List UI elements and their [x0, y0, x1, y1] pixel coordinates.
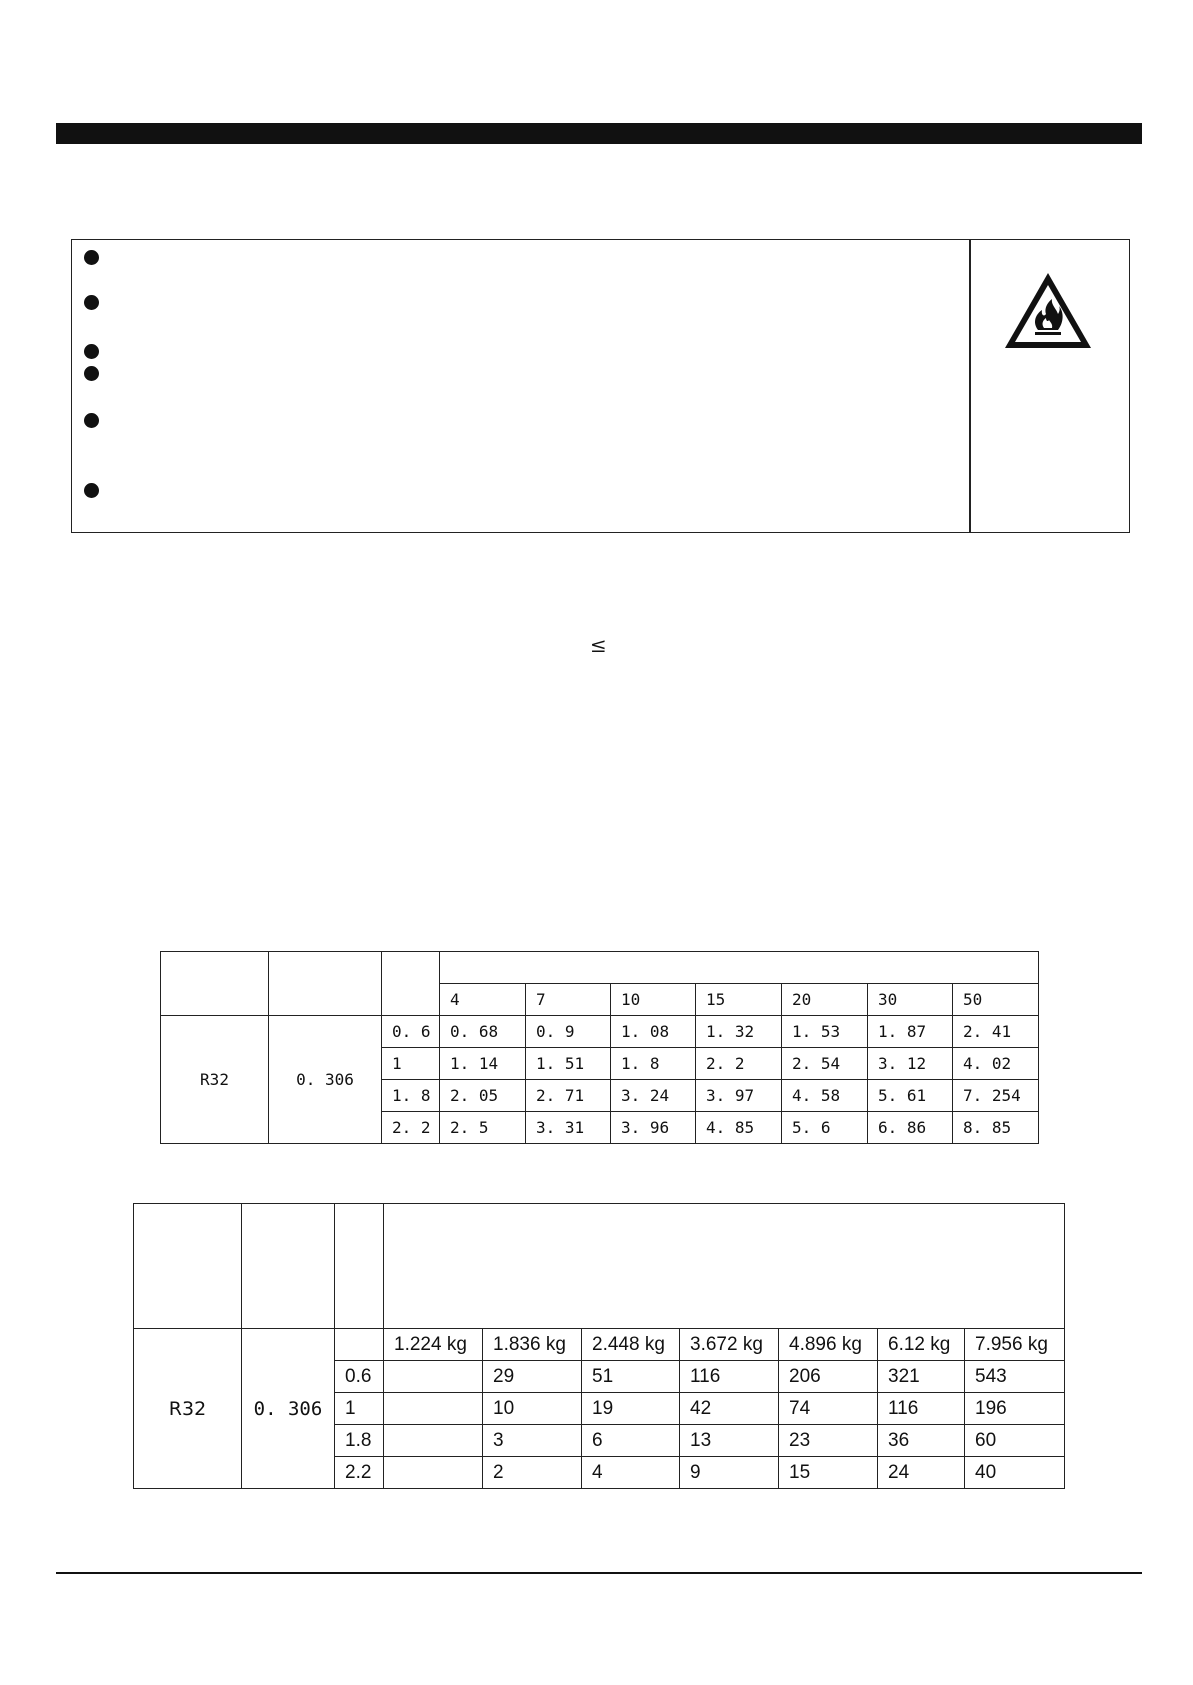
bullet-dot	[84, 483, 99, 498]
section-header-bar	[56, 123, 1142, 144]
table-cell: 5. 61	[868, 1080, 953, 1112]
table-cell: 74	[779, 1393, 878, 1425]
table-header-cell: 3.672 kg	[680, 1329, 779, 1361]
table-cell	[384, 1361, 483, 1393]
table-cell: 3. 24	[611, 1080, 696, 1112]
table-cell: 4. 02	[953, 1048, 1039, 1080]
table-cell: 1. 14	[440, 1048, 526, 1080]
table-cell: 0. 68	[440, 1016, 526, 1048]
row-header-cell: 2. 2	[382, 1112, 440, 1144]
table-cell: 29	[483, 1361, 582, 1393]
table-cell: 116	[878, 1393, 965, 1425]
row-header-cell: 2.2	[335, 1457, 384, 1489]
table-header-cell: 1.224 kg	[384, 1329, 483, 1361]
table-cell: 2. 71	[526, 1080, 611, 1112]
table-cell: 7. 254	[953, 1080, 1039, 1112]
bullet-dot	[84, 366, 99, 381]
table-cell: 4	[582, 1457, 680, 1489]
table-header-cell: 4	[440, 984, 526, 1016]
table-cell: 321	[878, 1361, 965, 1393]
table-cell: 0. 9	[526, 1016, 611, 1048]
row-header-cell: 0. 6	[382, 1016, 440, 1048]
table-header-cell	[161, 952, 269, 1016]
refrigerant-cell: R32	[161, 1016, 269, 1144]
row-header-cell: 1	[382, 1048, 440, 1080]
table-header-cell	[134, 1204, 242, 1329]
table-cell: 6. 86	[868, 1112, 953, 1144]
table-header-cell: 2.448 kg	[582, 1329, 680, 1361]
table-cell: 1. 32	[696, 1016, 782, 1048]
table-cell: 3. 31	[526, 1112, 611, 1144]
warning-box-divider	[969, 240, 971, 532]
table-cell: 6	[582, 1425, 680, 1457]
footer-rule	[56, 1572, 1142, 1574]
table-cell: 4. 85	[696, 1112, 782, 1144]
table-cell: 543	[965, 1361, 1065, 1393]
row-header-cell: 1	[335, 1393, 384, 1425]
bullet-dot	[84, 344, 99, 359]
table-cell: 3. 97	[696, 1080, 782, 1112]
table-cell	[384, 1425, 483, 1457]
table-cell: 3. 96	[611, 1112, 696, 1144]
warning-box	[71, 239, 1130, 533]
table-cell: 60	[965, 1425, 1065, 1457]
table-cell: 1. 87	[868, 1016, 953, 1048]
table-cell: 8. 85	[953, 1112, 1039, 1144]
table-cell: 4. 58	[782, 1080, 868, 1112]
table-cell: 1. 51	[526, 1048, 611, 1080]
table-header-cell: 30	[868, 984, 953, 1016]
bullet-dot	[84, 250, 99, 265]
table-cell: 2. 54	[782, 1048, 868, 1080]
table-cell: 9	[680, 1457, 779, 1489]
table-header-cell	[335, 1204, 384, 1329]
row-header-cell: 0.6	[335, 1361, 384, 1393]
table-row	[161, 1016, 1039, 1048]
table-cell: 36	[878, 1425, 965, 1457]
table-cell: 2. 5	[440, 1112, 526, 1144]
lfl-cell: 0. 306	[242, 1329, 335, 1489]
table-cell	[384, 1457, 483, 1489]
table-cell	[384, 1393, 483, 1425]
table-cell: 1. 08	[611, 1016, 696, 1048]
table-cell: 5. 6	[782, 1112, 868, 1144]
flammable-warning-icon	[1002, 270, 1094, 352]
table-cell: 116	[680, 1361, 779, 1393]
table-header-cell: 4.896 kg	[779, 1329, 878, 1361]
table-header-cell	[440, 952, 1039, 984]
room-area-table	[160, 951, 1039, 1144]
table-cell: 24	[878, 1457, 965, 1489]
table-cell: 2	[483, 1457, 582, 1489]
table-header-cell: 7	[526, 984, 611, 1016]
bullet-dot	[84, 295, 99, 310]
table-header-cell	[269, 952, 382, 1016]
table-header-cell: 15	[696, 984, 782, 1016]
table-cell: 1. 53	[782, 1016, 868, 1048]
lfl-cell: 0. 306	[269, 1016, 382, 1144]
row-header-cell: 1.8	[335, 1425, 384, 1457]
table-header-cell: 1.836 kg	[483, 1329, 582, 1361]
table-cell: 206	[779, 1361, 878, 1393]
table-header-row	[134, 1204, 1065, 1329]
table-header-cell: 7.956 kg	[965, 1329, 1065, 1361]
table-cell: 1. 8	[611, 1048, 696, 1080]
table-cell: 2. 2	[696, 1048, 782, 1080]
table-cell: 196	[965, 1393, 1065, 1425]
table-header-cell: 20	[782, 984, 868, 1016]
table-header-cell	[382, 952, 440, 1016]
table-cell: 2. 41	[953, 1016, 1039, 1048]
table-cell: 3	[483, 1425, 582, 1457]
table-cell: 3. 12	[868, 1048, 953, 1080]
table-cell: 2. 05	[440, 1080, 526, 1112]
charge-amount-table	[133, 1203, 1065, 1489]
table-cell: 15	[779, 1457, 878, 1489]
table-cell: 19	[582, 1393, 680, 1425]
table-header-cell: 50	[953, 984, 1039, 1016]
less-or-equal-symbol: ≤	[590, 633, 607, 657]
table-cell: 23	[779, 1425, 878, 1457]
table-header-cell	[242, 1204, 335, 1329]
row-header-cell: 1. 8	[382, 1080, 440, 1112]
table-row	[134, 1329, 1065, 1361]
bullet-dot	[84, 413, 99, 428]
table-cell: 10	[483, 1393, 582, 1425]
table-header-cell: 6.12 kg	[878, 1329, 965, 1361]
table-cell: 42	[680, 1393, 779, 1425]
table-cell: 40	[965, 1457, 1065, 1489]
refrigerant-cell: R32	[134, 1329, 242, 1489]
table-header-cell: 10	[611, 984, 696, 1016]
row-header-cell	[335, 1329, 384, 1361]
table-cell: 51	[582, 1361, 680, 1393]
table-header-row	[161, 952, 1039, 984]
table-cell: 13	[680, 1425, 779, 1457]
table-header-cell	[384, 1204, 1065, 1329]
